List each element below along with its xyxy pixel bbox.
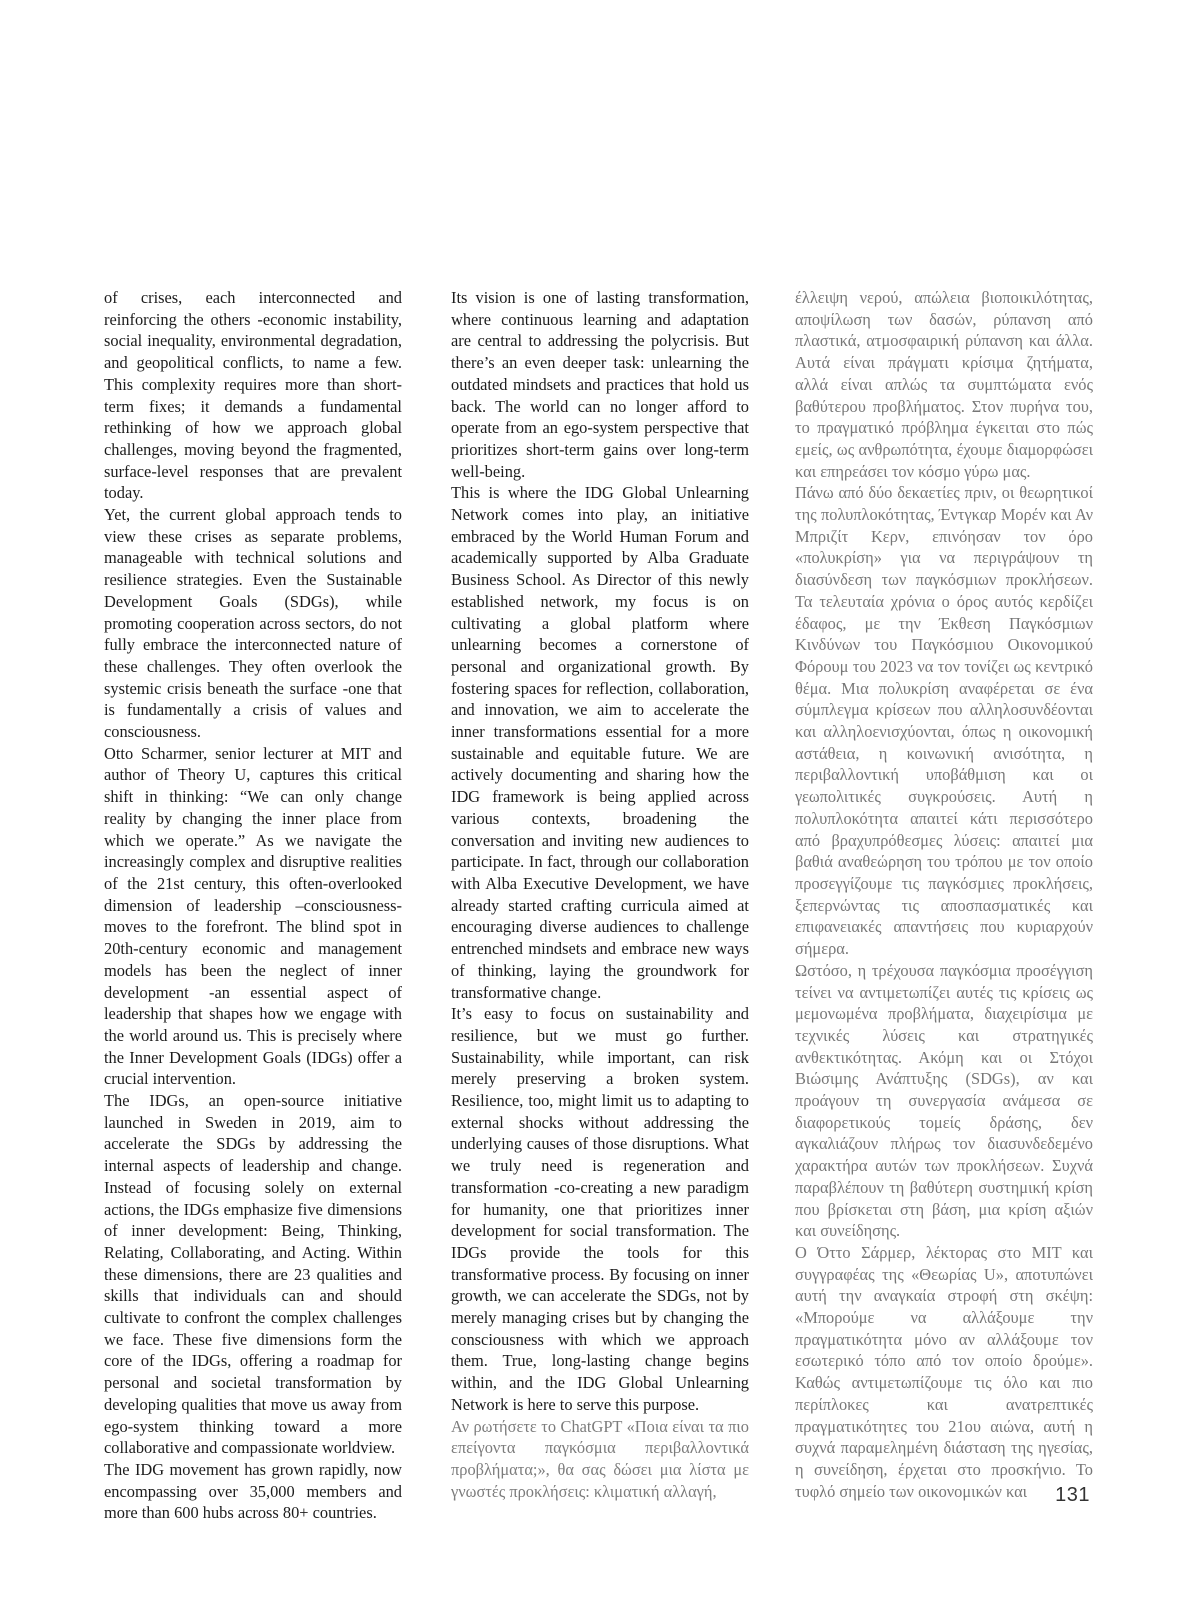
body-paragraph: Yet, the current global approach tends to view these crises as separate problems, manageable with technical solutions and resilience strategies. Even the Sustainable Development Goals (SDGs), while promoting cooperation across sectors, do not fully embrace the interconnected nature of these challenges. They often overlook the systemic crisis beneath the surface -one that is fundamentally a crisis of values and consciousness. [104,505,402,742]
text-column-left [104,287,402,1524]
text-column-right-greek [795,287,1093,1502]
body-paragraph: The IDG movement has grown rapidly, now encompassing over 35,000 members and more than 600 hubs across 80+ countries. [104,1459,402,1523]
body-paragraph: This is where the IDG Global Unlearning Network comes into play, an initiative embraced by the World Human Forum and academically supported by Alba Graduate Business School. As Director of this newly established network, my focus is on cultivating a global platform where unlearning becomes a cornerstone of personal and organizational growth. By fostering spaces for reflection, collaboration, and innovation, we aim to accelerate the inner transformations essential for a more sustainable and equitable future. We are actively documenting and sharing how the IDG framework is being applied across various contexts, broadening the conversation and inviting new audiences to participate. In fact, through our collaboration with Alba Executive Development, we have already started crafting curricula aimed at encouraging diverse audiences to challenge entrenched mindsets and embrace new ways of thinking, laying the groundwork for transformative change. [451,483,749,1002]
greek-paragraph: Αν ρωτήσετε το ChatGPT «Ποια είναι τα πιο επείγοντα παγκόσμια περιβαλλοντικά προβλήματα;», θα σας δώσει μια λίστα με γνωστές προκλήσεις: κλιματική αλλαγή, [451,1416,749,1501]
greek-paragraph: Ωστόσο, η τρέχουσα παγκόσμια προσέγγιση τείνει να αντιμετωπίζει αυτές τις κρίσεις ως μεμονωμένα προβλήματα, διαχειρίσιμα με τεχνικές λύσεις και στρατηγικές ανθεκτικότητας. Ακόμη και οι Στόχοι Βιώσιμης Ανάπτυξης (SDGs), αν και προάγουν τη συνεργασία ανάμεσα σε διαφορετικούς τομείς δράσης, δεν αγκαλιάζουν πλήρως τον διασυνδεδεμένο χαρακτήρα αυτών των προκλήσεων. Συχνά παραβλέπουν τη βαθύτερη συστημική κρίση που βρίσκεται στη βάση, μια κρίση αξιών και συνείδησης. [795,960,1093,1241]
greek-paragraph: έλλειψη νερού, απώλεια βιοποικιλότητας, αποψίλωση των δασών, ρύπανση από πλαστικά, ατμοσφαιρική ρύπανση και άλλα. Αυτά είναι πράγματι κρίσιμα ζητήματα, αλλά είναι απλώς τα συμπτώματα ενός βαθύτερου προβλήματος. Στον πυρήνα του, το πραγματικό πρόβλημα έγκειται στο πώς εμείς, ως ανθρωπότητα, έχουμε διαμορφώσει και επηρεάσει τον κόσμο γύρω μας. [795,288,1093,481]
text-column-middle [451,287,749,1502]
body-paragraph: The IDGs, an open-source initiative launched in Sweden in 2019, aim to accelerate the SDGs by addressing the internal aspects of leadership and change. Instead of focusing solely on external actions, the IDGs emphasize five dimensions of inner development: Being, Thinking, Relating, Collaborating, and Acting. Within these dimensions, there are 23 qualities and skills that individuals can and should cultivate to confront the complex challenges we face. These five dimensions form the core of the IDGs, offering a roadmap for personal and societal transformation by developing qualities that move us away from ego-system thinking toward a more collaborative and compassionate worldview. [104,1091,402,1458]
greek-paragraph: Πάνω από δύο δεκαετίες πριν, οι θεωρητικοί της πολυπλοκότητας, Έντγκαρ Μορέν και Αν Μπριζίτ Κερν, επινόησαν τον όρο «πολυκρίση» για να περιγράψουν τη διασύνδεση των παγκόσμιων προκλήσεων. Τα τελευταία χρόνια ο όρος αυτός κερδίζει έδαφος, με την Έκθεση Παγκόσμιων Κινδύνων του Παγκόσμιου Οικονομικού Φόρουμ του 2023 να τον τονίζει ως κεντρικό θέμα. Μια πολυκρίση αναφέρεται σε ένα σύμπλεγμα κρίσεων που αλληλοσυνδέονται και αλληλοενισχύονται, όπως η οικονομική αστάθεια, η κοινωνική ανισότητα, η περιβαλλοντική υποβάθμιση και οι γεωπολιτικές συγκρούσεις. Αυτή η πολυπλοκότητα απαιτεί κάτι περισσότερο από βραχυπρόθεσμες λύσεις: απαιτεί μια βαθιά αναθεώρηση του τρόπου με τον οποίο προσεγγίζουμε τις παγκόσμιες προκλήσεις, ξεπερνώντας τις αποσπασματικές και επιφανειακές απαντήσεις που κυριαρχούν σήμερα. [795,483,1093,959]
greek-paragraph: Ο Όττο Σάρμερ, λέκτορας στο MIT και συγγραφέας της «Θεωρίας U», αποτυπώνει αυτή την αναγκαία στροφή στη σκέψη: «Μπορούμε να αλλάξουμε την πραγματικότητα μόνο αν αλλάξουμε τον εσωτερικό τόπο από τον οποίο δρούμε». Καθώς αντιμετωπίζουμε τις όλο και πιο περίπλοκες και ανατρεπτικές πραγματικότητες του 21ου αιώνα, αυτή η συχνά παραμελημένη διάσταση της ηγεσίας, η συνείδηση, έρχεται στο προσκήνιο. Το τυφλό σημείο των οικονομικών και [795,1242,1093,1501]
body-paragraph: of crises, each interconnected and reinforcing the others -economic instability, social inequality, environmental degradation, and geopolitical conflicts, to name a few. This complexity requires more than short-term fixes; it demands a fundamental rethinking of how we approach global challenges, moving beyond the fragmented, surface-level responses that are prevalent today. [104,288,402,503]
body-paragraph: It’s easy to focus on sustainability and resilience, but we must go further. Sustainability, while important, can risk merely preserving a broken system. Resilience, too, might limit us to adapting to external shocks without addressing the underlying causes of those disruptions. What we truly need is regeneration and transformation -co-creating a new paradigm for humanity, one that prioritizes inner development for social transformation. The IDGs provide the tools for this transformative process. By focusing on inner growth, we can accelerate the SDGs, not by merely managing crises but by changing the consciousness with which we approach them. True, long-lasting change begins within, and the IDG Global Unlearning Network is here to serve this purpose. [451,1004,749,1414]
page-number: 131 [1055,1484,1090,1506]
body-paragraph: Otto Scharmer, senior lecturer at MIT and author of Theory U, captures this critical shift in thinking: “We can only change reality by changing the inner place from which we operate.” As we navigate the increasingly complex and disruptive realities of the 21st century, this often-overlooked dimension of leadership –consciousness- moves to the forefront. The blind spot in 20th-century economic and management models has been the neglect of inner development -an essential aspect of leadership that shapes how we engage with the world around us. This is precisely where the Inner Development Goals (IDGs) offer a crucial intervention. [104,743,402,1089]
body-paragraph: Its vision is one of lasting transformation, where continuous learning and adaptation are central to addressing the polycrisis. But there’s an even deeper task: unlearning the outdated mindsets and practices that hold us back. The world can no longer afford to operate from an ego-system perspective that prioritizes short-term gains over long-term well-being. [451,288,749,481]
